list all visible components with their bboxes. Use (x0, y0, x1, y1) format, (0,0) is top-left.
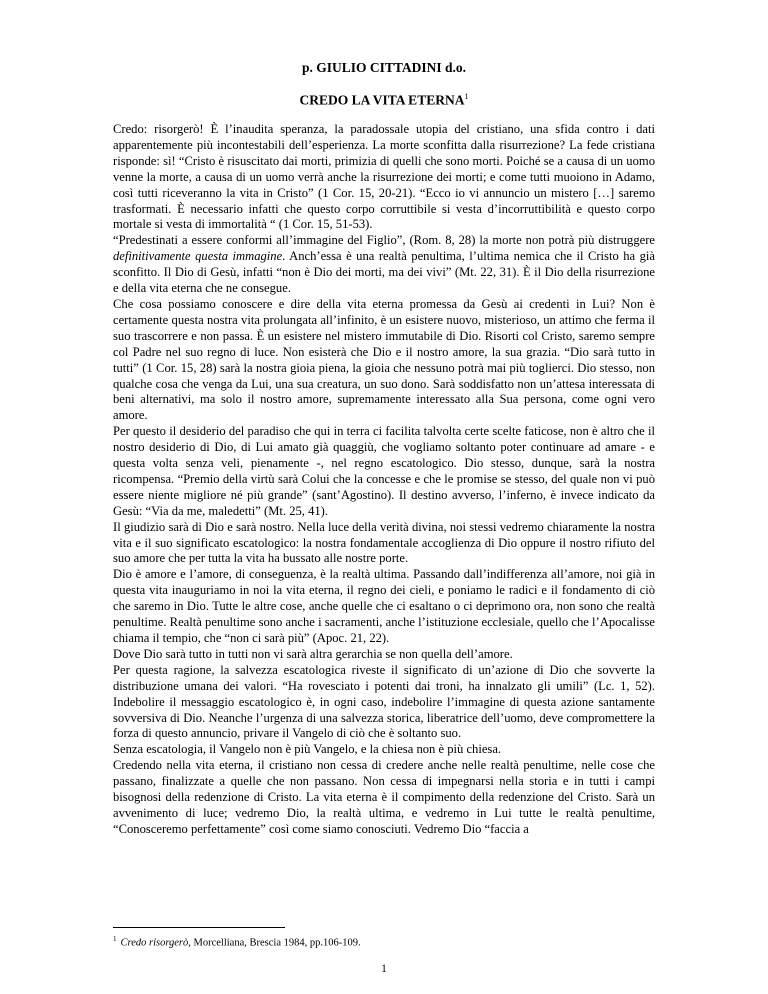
author-name: p. GIULIO CITTADINI d.o. (301, 60, 467, 75)
footnote-reference: 1 (464, 92, 469, 101)
emphasis: definitivamente questa immagine (113, 249, 283, 264)
paragraph: Dio è amore e l’amore, di conseguenza, è la realtà ultima. Passando dall’indifferenza all’amore, noi già in questa vita inauguriamo in noi la vita eterna, il regno dei cieli, e poniamo le radici e il fondamento di ciò che saremo in Dio. Tutte le altre cose, anche quelle che ci esaltano o ci deprimono ora, non sono che realtà penultime. Realtà penultime sono anche i sacramenti, anche l’istituzione ecclesiale, quello che l’Apocalisse chiama il tempio, che “non ci sarà più” (Apoc. 21, 22). (113, 567, 655, 645)
footnote-book-title: Credo risorgerò (120, 937, 189, 949)
footnote-details: , Morcelliana, Brescia 1984, pp.106-109. (188, 937, 361, 949)
body-text (113, 122, 655, 838)
paragraph: Senza escatologia, il Vangelo non è più Vangelo, e la chiesa non è più chiesa. (113, 742, 502, 757)
paragraph: Dove Dio sarà tutto in tutti non vi sarà altra gerarchia se non quella dell’amore. (113, 646, 513, 661)
document-title (0, 92, 768, 109)
page-number: 1 (381, 963, 387, 975)
footnote (113, 933, 655, 950)
paragraph: “Predestinati a essere conformi all’immagine del Figlio”, (Rom. 8, 28) la morte non potrà più distruggere definitivamente questa immagine. Anch’essa è una realtà penultima, l’ultima nemica che il Cristo ha già sconfitto. Il Dio di Gesù, infatti “non è Dio dei morti, ma dei vivi” (Mt. 22, 31). È il Dio della risurrezione e della vita eterna che ne consegue. (113, 233, 655, 296)
title-text: CREDO LA VITA ETERNA (299, 92, 465, 108)
paragraph: Per questa ragione, la salvezza escatologica riveste il significato di un’azione di Dio che sovverte la distribuzione umana dei valori. “Ha rovesciato i potenti dai troni, ha innalzato gli umili” (Lc. 1, 52). Indebolire il messaggio escatologico è, in ogni caso, indebolire l’immagine di questa azione santamente sovversiva di Dio. Neanche l’urgenza di una salvezza storica, liberatrice dell’uomo, deve compromettere la forza di questo annuncio, privare il Vangelo di ciò che è soltanto suo. (113, 662, 655, 741)
footnote-number: 1 (113, 935, 117, 943)
paragraph: Per questo il desiderio del paradiso che qui in terra ci facilita talvolta certe scelte faticose, non è altro che il nostro desiderio di Dio, di Lui amato già quaggiù, che vogliamo soltanto poter continuare ad amare - e questa volta senza veli, pienamente -, nel regno escatologico. Dio stesso, dunque, sarà la nostra ricompensa. “Premio della virtù sarà Colui che la concesse e che le promise se stesso, del quale non vi può essere niente migliore né più grande” (sant’Agostino). Il destino avverso, l’inferno, è invece indicato da Gesù: “Via da me, maledetti” (Mt. 25, 41). (113, 424, 655, 518)
paragraph: Credo: risorgerò! È l’inaudita speranza, la paradossale utopia del cristiano, una sfida contro i dati apparentemente più incontestabili dell’esperienza. La morte sconfitta dalla risurrezione? La fede cristiana risponde: sì! “Cristo è risuscitato dai morti, primizia di quelli che sono morti. Poiché se a causa di un uomo venne la morte, a causa di un uomo verrà anche la risurrezione dei morti; e come tutti muoiono in Adamo, così tutti riceveranno la vita in Cristo” (1 Cor. 15, 20-21). “Ecco io vi annuncio un mistero […] saremo trasformati. È necessario infatti che questo corpo corruttibile si vesta d’incorruttibilità e questo corpo mortale si vesta di immortalità “ (1 Cor. 15, 51-53). (113, 122, 655, 232)
footnote-divider (113, 927, 285, 928)
paragraph: Che cosa possiamo conoscere e dire della vita eterna promessa da Gesù ai credenti in Lui? Non è certamente questa nostra vita prolungata all’infinito, è un esistere nuovo, misterioso, un attimo che ferma il suo trascorrere e non passa. È un esistere nel mistero immutabile di Dio. Risorti col Cristo, saremo sempre col Padre nel suo regno di luce. Non esisterà che Dio e il nostro amore, la sua grazia. “Dio sarà tutto in tutti” (1 Cor. 15, 28) sarà la nostra gioia piena, la gioia che nessuno potrà mai più toglierci. Dio stesso, non qualche cosa che venga da Lui, una sua creatura, un suo dono. Sarà soddisfatto non un’attesa interessata di beni alternativi, ma solo il nostro amore, supremamente interessato alla Sua persona, come ogni vero amore. (113, 296, 655, 423)
paragraph: Credendo nella vita eterna, il cristiano non cessa di credere anche nelle realtà penultime, nelle cose che passano, finalizzate a quelle che non passano. Non cessa di impegnarsi nella storia e in tutti i campi bisognosi della redenzione di Cristo. La vita eterna è il compimento della redenzione del Cristo. Sarà un avvenimento di luce; vedremo Dio, la realtà ultima, e vedremo in Lui tutte le realtà penultime, “Conosceremo perfettamente” così come siamo conosciuti. Vedremo Dio “faccia a (113, 758, 655, 836)
paragraph: Il giudizio sarà di Dio e sarà nostro. Nella luce della verità divina, noi stessi vedremo chiaramente la nostra vita e il suo significato escatologico: la nostra fondamentale accoglienza di Dio oppure il nostro rifiuto del suo amore che per tutta la vita ha bussato alle nostre porte. (113, 519, 655, 566)
